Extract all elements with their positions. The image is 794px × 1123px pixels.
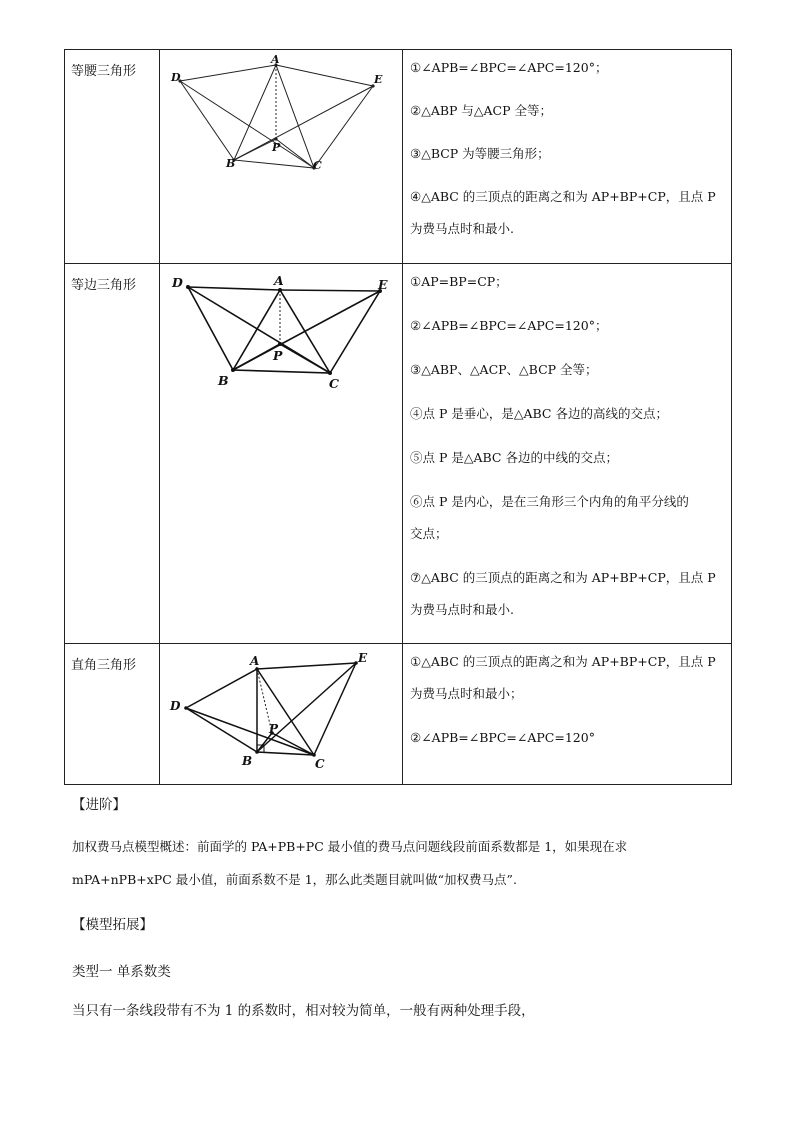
property-item: ②∠APB=∠BPC=∠APC=120° (410, 730, 595, 745)
point-label-d: D (171, 71, 181, 84)
property-list (403, 644, 731, 747)
point-label-p: P (273, 348, 283, 363)
point-label-a: A (274, 273, 284, 288)
point-label-a: A (271, 53, 280, 66)
point-label-e: E (374, 73, 383, 86)
triangle-type-label: 等腰三角形 (71, 64, 137, 79)
type-one-description: 当只有一条线段带有不为 1 的系数时，相对较为简单，一般有两种处理手段， (72, 1003, 535, 1019)
type-one-heading: 类型一 单系数类 (72, 964, 171, 980)
property-item: ②△ABP 与△ACP 全等； (410, 103, 553, 118)
property-item: ③△BCP 为等腰三角形； (410, 146, 550, 161)
property-list (403, 50, 731, 238)
isosceles-figure (160, 50, 402, 263)
property-item: ②∠APB=∠BPC=∠APC=120°； (410, 318, 608, 333)
property-item: 为费马点时和最小. (410, 602, 514, 617)
right-triangle-figure (160, 644, 402, 784)
weighted-fermat-description: 加权费马点模型概述：前面学的 PA+PB+PC 最小值的费马点问题线段前面系数都是 1，如果现在求 (72, 839, 628, 854)
property-item: ①△ABC 的三顶点的距离之和为 AP+BP+CP，且点 P (410, 654, 716, 669)
property-item: ①AP=BP=CP； (410, 274, 508, 289)
section-heading-advanced: 【进阶】 (72, 797, 126, 813)
property-item: ④点 P 是垂心，是△ABC 各边的高线的交点； (410, 406, 668, 421)
table-row-right (65, 644, 732, 785)
fermat-point-table (64, 49, 732, 785)
triangle-type-label: 直角三角形 (71, 658, 137, 673)
property-item: ⑤点 P 是△ABC 各边的中线的交点； (410, 450, 618, 465)
point-label-b: B (242, 754, 253, 768)
equilateral-figure (160, 264, 402, 404)
point-label-d: D (170, 699, 181, 713)
property-item: 为费马点时和最小. (410, 221, 514, 236)
property-item: 为费马点时和最小； (410, 686, 523, 701)
point-label-e: E (378, 277, 388, 292)
point-label-b: B (226, 157, 236, 170)
point-label-c: C (329, 376, 339, 391)
property-item: ⑥点 P 是内心，是在三角形三个内角的角平分线的 (410, 494, 689, 509)
table-row-isosceles (65, 50, 732, 264)
point-label-d: D (172, 275, 183, 290)
section-heading-model-extension: 【模型拓展】 (72, 917, 153, 933)
weighted-fermat-description-cont: mPA+nPB+xPC 最小值，前面系数不是 1，那么此类题目就叫做“加权费马点”. (72, 872, 517, 887)
property-list (403, 264, 731, 619)
point-label-c: C (313, 159, 322, 172)
property-item: ④△ABC 的三顶点的距离之和为 AP+BP+CP，且点 P (410, 189, 716, 204)
property-item: ③△ABP、△ACP、△BCP 全等； (410, 362, 598, 377)
triangle-type-label: 等边三角形 (71, 278, 137, 293)
point-label-c: C (315, 757, 325, 771)
point-label-e: E (358, 651, 368, 665)
table-row-equilateral (65, 264, 732, 644)
property-item: ①∠APB=∠BPC=∠APC=120°； (410, 60, 608, 75)
property-item: 交点； (410, 526, 448, 541)
point-label-p: P (269, 722, 279, 736)
property-item: ⑦△ABC 的三顶点的距离之和为 AP+BP+CP，且点 P (410, 570, 716, 585)
point-label-p: P (272, 141, 281, 154)
point-label-a: A (250, 654, 260, 668)
point-label-b: B (218, 373, 229, 388)
